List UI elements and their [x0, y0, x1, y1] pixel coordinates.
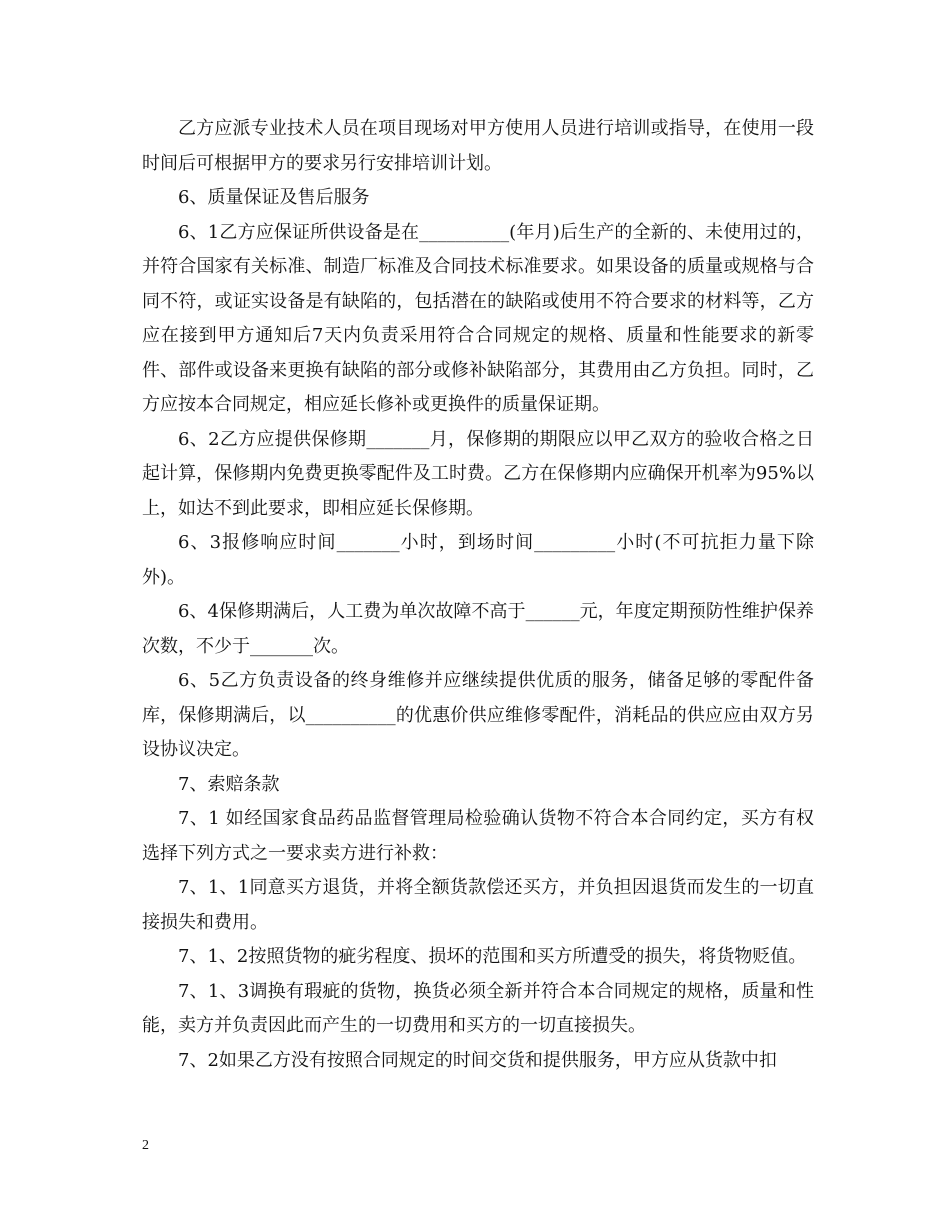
clause-6-1: 6、1乙方应保证所供设备是在__________(年月)后生产的全新的、未使用过的，并符合国家有关标准、制造厂标准及合同技术标准要求。如果设备的质量或规格与合同不符，或证实设备是有缺陷的，包括潜在的缺陷或使用不符合要求的材料等，乙方应在接到甲方通知后7天内负责采用符合合同规定的规格、质量和性能要求的新零件、部件或设备来更换有缺陷的部分或修补缺陷部分，其费用由乙方负担。同时，乙方应按本合同规定，相应延长修补或更换件的质量保证期。 [142, 221, 814, 415]
clause-7-2: 7、2如果乙方没有按照合同规定的时间交货和提供服务，甲方应从货款中扣 [178, 1049, 777, 1071]
clause-6-5: 6、5乙方负责设备的终身维修并应继续提供优质的服务，储备足够的零配件备库，保修期满后，以__________的优惠价供应维修零配件，消耗品的供应应由双方另设协议决定。 [142, 670, 814, 760]
clause-7-1-1: 7、1、1同意买方退货，并将全额货款偿还买方，并负担因退货而发生的一切直接损失和费用。 [142, 877, 814, 933]
clause-6-2: 6、2乙方应提供保修期_______月，保修期的期限应以甲乙双方的验收合格之日起计算，保修期内免费更换零配件及工时费。乙方在保修期内应确保开机率为95%以上，如达不到此要求，即相应延长保修期。 [142, 428, 814, 519]
paragraph-training: 乙方应派专业技术人员在项目现场对甲方使用人员进行培训或指导，在使用一段时间后可根据甲方的要求另行安排培训计划。 [142, 118, 814, 174]
heading-claims: 7、索赔条款 [178, 773, 280, 795]
page-number: 2 [142, 1138, 149, 1153]
document-body [142, 112, 814, 1078]
heading-quality-assurance: 6、质量保证及售后服务 [178, 187, 370, 208]
clause-7-1: 7、1 如经国家食品药品监督管理局检验确认货物不符合本合同约定，买方有权选择下列方式之一要求卖方进行补救： [142, 808, 814, 864]
clause-7-1-3: 7、1、3调换有瑕疵的货物，换货必须全新并符合本合同规定的规格，质量和性能，卖方并负责因此而产生的一切费用和买方的一切直接损失。 [142, 980, 814, 1036]
clause-6-3: 6、3报修响应时间_______小时，到场时间_________小时(不可抗拒力量下除外)。 [142, 532, 814, 588]
clause-6-4: 6、4保修期满后，人工费为单次故障不高于______元，年度定期预防性维护保养次数，不少于_______次。 [142, 601, 814, 657]
clause-7-1-2: 7、1、2按照货物的疵劣程度、损坏的范围和买方所遭受的损失，将货物贬值。 [178, 946, 807, 967]
